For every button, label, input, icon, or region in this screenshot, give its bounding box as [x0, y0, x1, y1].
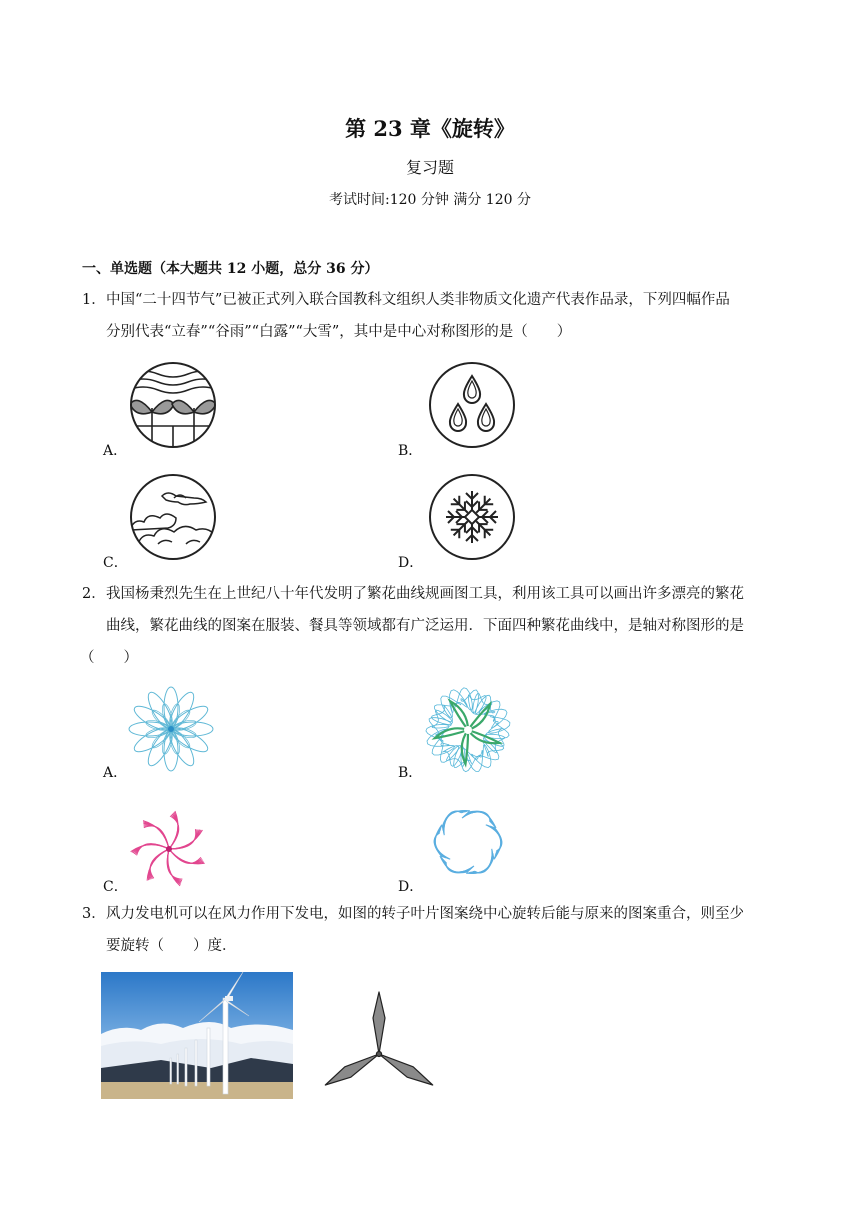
question-1-option-c[interactable]: C． — [103, 555, 128, 571]
raindrops-emblem-icon[interactable] — [427, 360, 517, 450]
spirograph-flower-c-icon[interactable] — [126, 806, 212, 892]
question-1-line-1: 中国“二十四节气”已被正式列入联合国教科文组织人类非物质文化遗产代表作品录，下列四幅作品 — [106, 292, 730, 308]
question-2-option-c[interactable]: C． — [103, 879, 128, 895]
question-2-option-a[interactable]: A． — [103, 765, 128, 781]
question-2-line-3: （ ） — [80, 650, 138, 666]
question-3-line-2: 要旋转（ ）度． — [106, 938, 237, 954]
section-heading: 一、单选题（本大题共 12 小题，总分 36 分） — [82, 261, 379, 277]
question-2-line-1: 我国杨秉烈先生在上世纪八十年代发明了繁花曲线规画图工具，利用该工具可以画出许多漂亮的繁花 — [106, 586, 744, 602]
exam-info: 考试时间:120 分钟 满分 120 分 — [329, 192, 531, 208]
question-3-line-1: 风力发电机可以在风力作用下发电，如图的转子叶片图案绕中心旋转后能与原来的图案重合，则至少 — [106, 906, 744, 922]
question-1-option-a[interactable]: A． — [103, 443, 128, 459]
spirograph-flower-a-icon[interactable] — [128, 686, 214, 772]
question-2-line-2: 曲线，繁花曲线的图案在服装、餐具等领域都有广泛运用．下面四种繁花曲线中，是轴对称图形的是 — [106, 618, 744, 634]
wind-turbine-photo — [101, 972, 293, 1099]
bird-clouds-emblem-icon[interactable] — [128, 472, 218, 562]
question-1-option-b[interactable]: B． — [398, 443, 423, 459]
sprout-emblem-icon[interactable] — [128, 360, 218, 450]
spirograph-flower-d-icon[interactable] — [424, 798, 512, 886]
question-1-line-2: 分别代表“立春”“谷雨”“白露”“大雪”，其中是中心对称图形的是（ ） — [106, 324, 572, 340]
page-title: 第 23 章《旋转》 — [345, 116, 515, 141]
question-1-number: 1． — [82, 292, 106, 308]
question-2-option-b[interactable]: B． — [398, 765, 423, 781]
question-2-option-d[interactable]: D． — [398, 879, 424, 895]
page-subtitle: 复习题 — [405, 158, 454, 177]
question-3-number: 3． — [82, 906, 106, 922]
question-2-number: 2． — [82, 586, 106, 602]
spirograph-flower-b-icon[interactable] — [426, 688, 510, 772]
rotor-blades-icon[interactable] — [326, 992, 434, 1086]
snowflake-emblem-icon[interactable] — [427, 472, 517, 562]
question-1-option-d[interactable]: D． — [398, 555, 424, 571]
